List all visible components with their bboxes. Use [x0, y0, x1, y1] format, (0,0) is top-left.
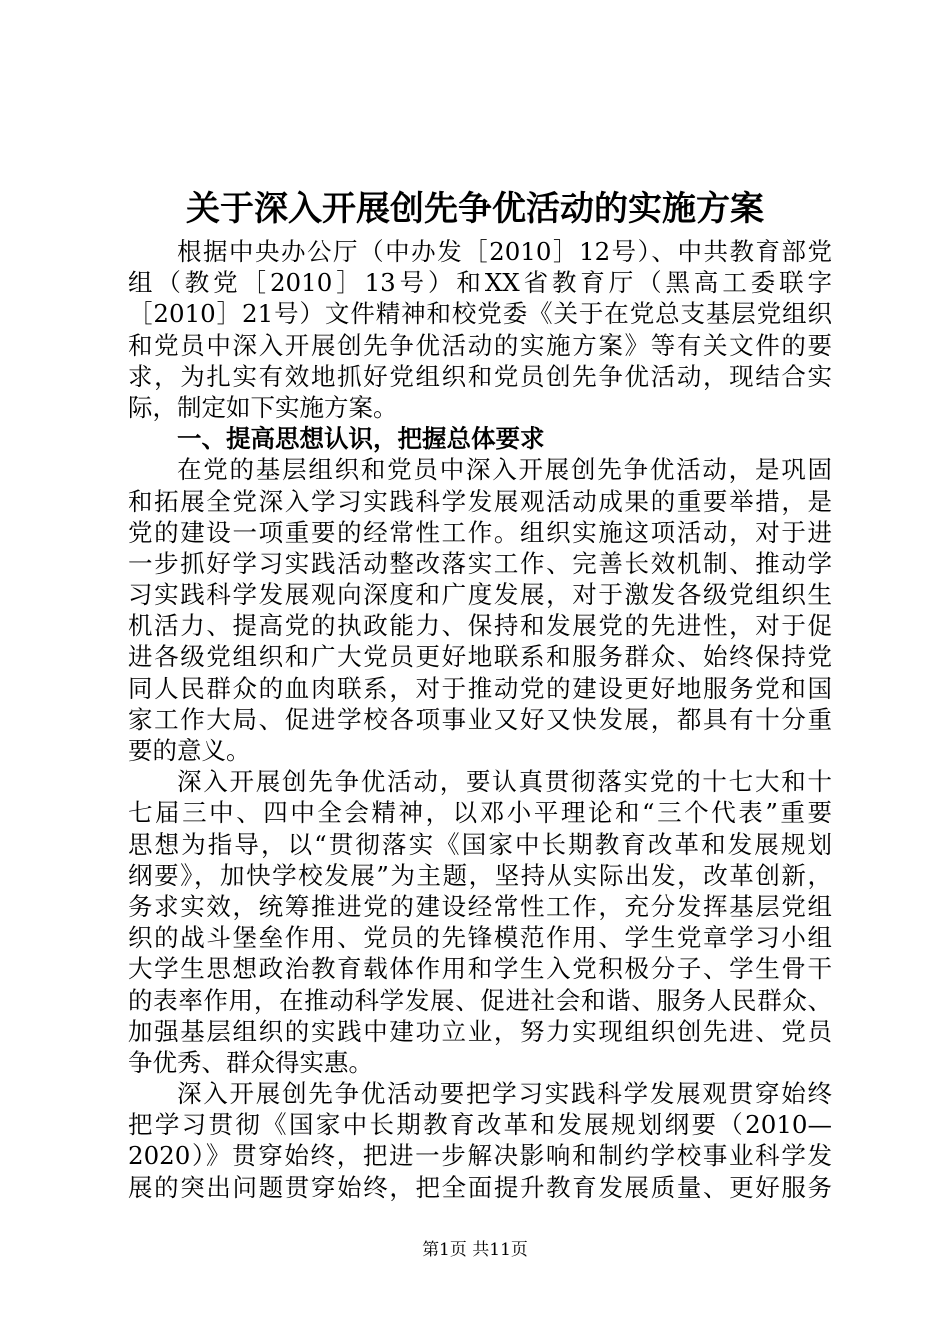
body-text-line: 纲要》，加快学校发展”为主题，坚持从实际出发，改革创新， [128, 860, 832, 890]
body-text-line: 加强基层组织的实践中建功立业，努力实现组织创先进、党员 [128, 1016, 832, 1046]
body-text-line: 要的意义。 [128, 736, 251, 765]
body-text-line: 的表率作用，在推动科学发展、促进社会和谐、服务人民群众、 [128, 985, 832, 1015]
body-text-line: 七届三中、四中全会精神，以邓小平理论和“三个代表”重要 [128, 798, 832, 828]
section-heading: 一、提高思想认识，把握总体要求 [177, 424, 545, 454]
body-text-line: 争优秀、群众得实惠。 [128, 1047, 373, 1077]
body-text-line: 组（教党［2010］13号）和XX省教育厅（黑高工委联字 [128, 268, 832, 298]
body-text-line: 际，制定如下实施方案。 [128, 392, 398, 422]
document-title: 关于深入开展创先争优活动的实施方案 [186, 189, 764, 229]
body-text-line: 务求实效，统筹推进党的建设经常性工作，充分发挥基层党组 [128, 891, 832, 921]
body-text-line: 习实践科学发展观向深度和广度发展，对于激发各级党组织生 [128, 580, 832, 610]
body-text-line: 和拓展全党深入学习实践科学发展观活动成果的重要举措，是 [128, 486, 832, 516]
body-text-line: 同人民群众的血肉联系，对于推动党的建设更好地服务党和国 [128, 673, 832, 703]
body-text-line: 党的建设一项重要的经常性工作。组织实施这项活动，对于进 [128, 517, 832, 547]
body-text-line: 2020）》贯穿始终，把进一步解决影响和制约学校事业科学发 [128, 1141, 832, 1171]
body-text-line: 家工作大局、促进学校各项事业又好又快发展，都具有十分重 [128, 704, 832, 734]
body-text-line: 展的突出问题贯穿始终，把全面提升教育发展质量、更好服务 [128, 1172, 832, 1202]
body-text-line: ［2010］21号）文件精神和校党委《关于在党总支基层党组织 [128, 299, 832, 329]
body-text-line: 大学生思想政治教育载体作用和学生入党积极分子、学生骨干 [128, 954, 832, 984]
body-text-line: 把学习贯彻《国家中长期教育改革和发展规划纲要（2010— [128, 1110, 832, 1140]
document-body [128, 236, 832, 1203]
body-text-line: 求，为扎实有效地抓好党组织和党员创先争优活动，现结合实 [128, 361, 832, 391]
body-text-line: 思想为指导，以“贯彻落实《国家中长期教育改革和发展规划 [128, 829, 832, 859]
page-footer: 第1页 共11页 [422, 1240, 528, 1260]
body-text-line: 根据中央办公厅（中办发［2010］12号）、中共教育部党 [177, 237, 832, 266]
body-text-line: 一步抓好学习实践活动整改落实工作、完善长效机制、推动学 [128, 548, 832, 578]
body-text-line: 进各级党组织和广大党员更好地联系和服务群众、始终保持党 [128, 642, 832, 672]
body-text-line: 机活力、提高党的执政能力、保持和发展党的先进性，对于促 [128, 611, 832, 641]
body-text-line: 和党员中深入开展创先争优活动的实施方案》等有关文件的要 [128, 330, 832, 360]
body-text-line: 在党的基层组织和党员中深入开展创先争优活动，是巩固 [177, 455, 832, 485]
body-text-line: 织的战斗堡垒作用、党员的先锋模范作用、学生党章学习小组 [128, 923, 832, 953]
body-text-line: 深入开展创先争优活动，要认真贯彻落实党的十七大和十 [177, 767, 832, 797]
body-text-line: 深入开展创先争优活动要把学习实践科学发展观贯穿始终 [177, 1079, 832, 1109]
